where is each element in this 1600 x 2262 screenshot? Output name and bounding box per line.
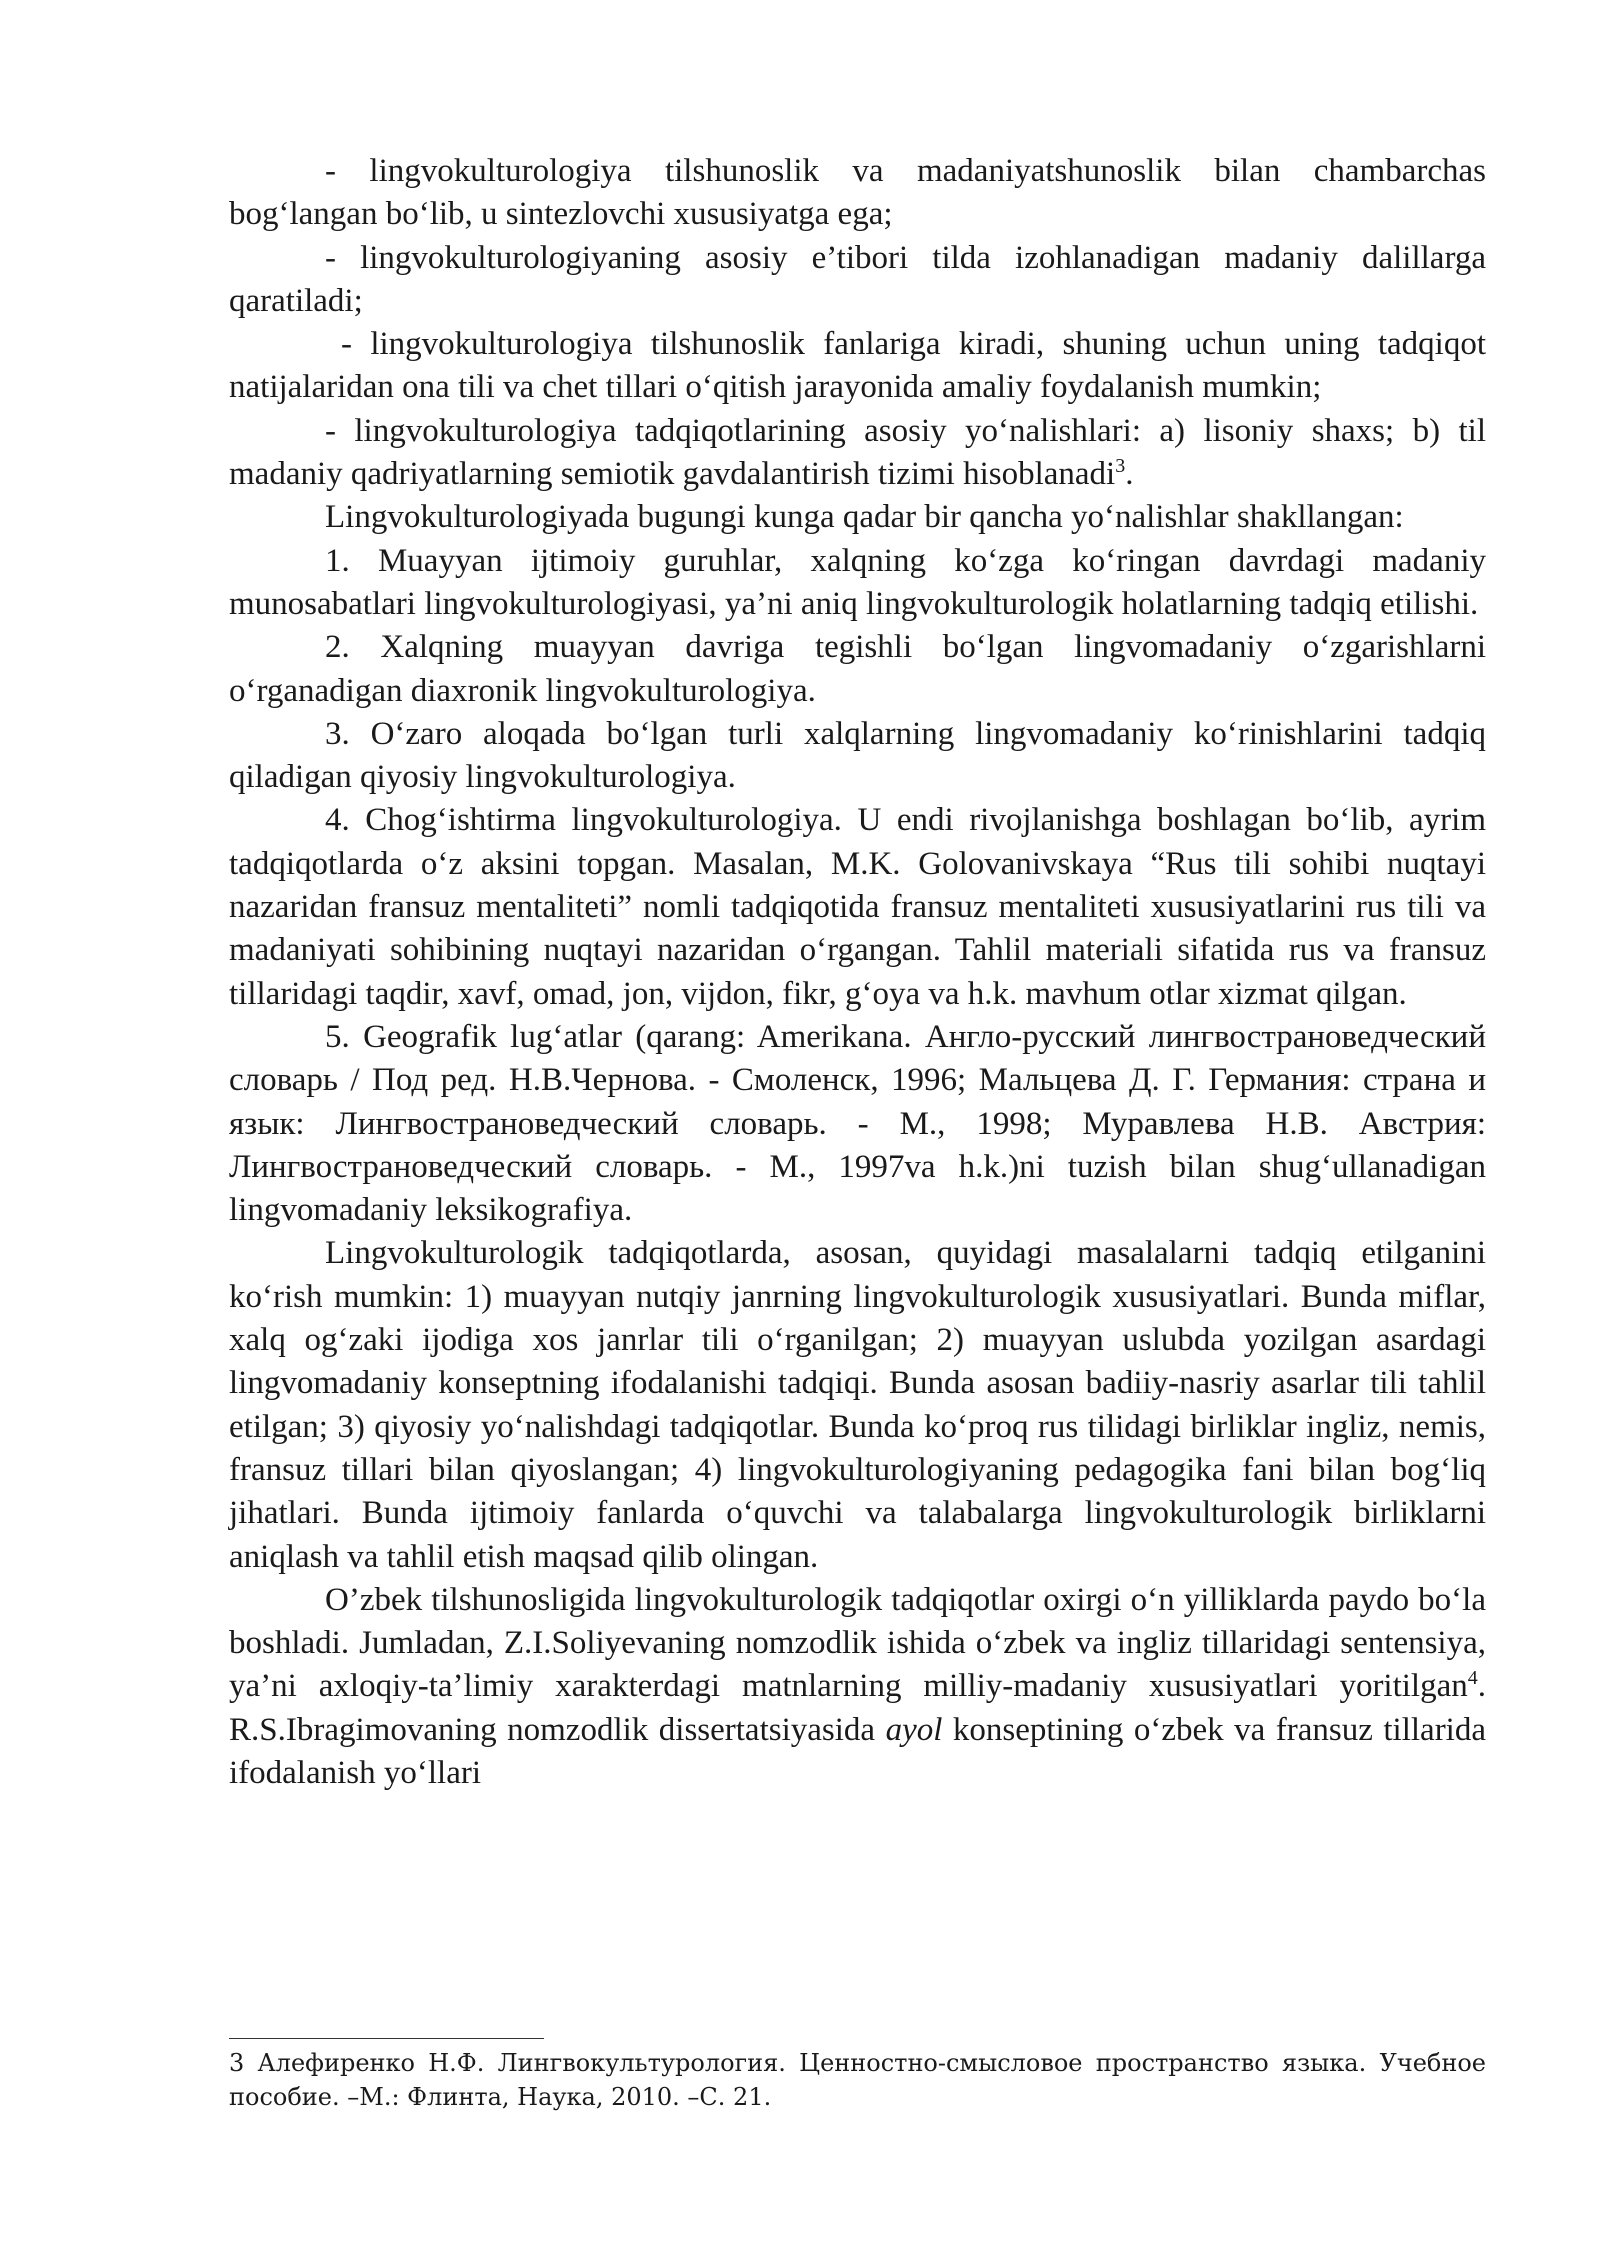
paragraph-text: O’zbek tilshunosligida lingvokulturologik tadqiqotlar oxirgi o‘n yilliklarda paydo bo‘la boshladi. Jumladan, Z.I.Soliyevaning nomzodlik ishida o‘zbek va ingliz tillaridagi sentensiya, ya’ni axloqiy-ta’limiy xarakterdagi matnlarning milliy-madaniy xususiyatlari yoritilgan xyxy=(229,1581,1486,1705)
paragraph-text: - lingvokulturologiyaning asosiy e’tibori tilda izohlanadigan madaniy dalillarga qaratiladi; xyxy=(229,239,1486,319)
paragraph-bullet-1 xyxy=(229,150,1486,237)
paragraph-bullet-2 xyxy=(229,237,1486,324)
paragraph-text: . R.S.Ibragimovaning nomzodlik dissertatsiyasida xyxy=(229,1668,1486,1748)
footnote-separator xyxy=(229,2038,544,2039)
italic-term: ayol xyxy=(885,1711,943,1748)
page-body xyxy=(229,150,1486,1795)
paragraph-text: - lingvokulturologiya tilshunoslik fanlariga kiradi, shuning uchun uning tadqiqot natijalaridan ona tili va chet tillari o‘qitish jarayonida amaliy foydalanish mumkin; xyxy=(229,326,1486,406)
paragraph-item-1 xyxy=(229,540,1486,627)
footnote-3 xyxy=(229,2046,1486,2114)
footnote-ref-4[interactable]: 4 xyxy=(1467,1667,1478,1690)
paragraph-text: konseptining o‘zbek va fransuz tillarida ifodalanish yo‘llari xyxy=(229,1711,1486,1791)
paragraph-text: 4. Chog‘ishtirma lingvokulturologiya. U endi rivojlanishga boshlagan bo‘lib, ayrim tadqiqotlarda o‘z aksini topgan. Masalan, M.K. Golovanivskaya “Rus tili sohibi nuqtayi nazaridan fransuz mentaliteti” nomli tadqiqotida fransuz mentaliteti xususiyatlarini rus tili va madaniyati sohibining nuqtayi nazaridan o‘rgangan. Tahlil materiali sifatida rus va fransuz tillaridagi taqdir, xavf, omad, jon, vijdon, fikr, g‘oya va h.k. mavhum otlar xizmat qilgan. xyxy=(229,802,1486,1012)
paragraph-item-4 xyxy=(229,799,1486,1015)
paragraph-item-5 xyxy=(229,1016,1486,1232)
paragraph-item-2 xyxy=(229,626,1486,713)
paragraph-text: Lingvokulturologik tadqiqotlarda, asosan, quyidagi masalalarni tadqiq etilganini ko‘rish mumkin: 1) muayyan nutqiy janrning lingvokulturologik xususiyatlari. Bunda miflar, xalq og‘zaki ijodiga xos janrlar tili o‘rganilgan; 2) muayyan uslubda yozilgan asardagi lingvomadaniy konseptning ifodalanishi tadqiqi. Bunda asosan badiiy-nasriy asarlar tili tahlil etilgan; 3) qiyosiy yo‘nalishdagi tadqiqotlar. Bunda ko‘proq rus tilidagi birliklar ingliz, nemis, fransuz tillari bilan qiyoslangan; 4) lingvokulturologiyaning pedagogika fani bilan bog‘liq jihatlari. Bunda ijtimoiy fanlarda o‘quvchi va talabalarga lingvokulturologik birliklarni aniqlash va tahlil etish maqsad qilib olingan. xyxy=(229,1235,1486,1575)
paragraph-text: 5. Geografik lug‘atlar (qarang: Amerikana. Англо-русский лингвострановедческий словарь / Под ред. Н.В.Чернова. - Смоленск, 1996; Мальцева Д. Г. Германия: страна и язык: Лингвострановедческий словарь. - М., 1998; Муравлева Н.В. Австрия: Лингвострановедческий словарь. - М., 1997va h.k.)ni tuzish bilan shug‘ullanadigan lingvomadaniy leksikografiya. xyxy=(229,1018,1486,1229)
paragraph-text: Lingvokulturologiyada bugungi kunga qadar bir qancha yo‘nalishlar shakllangan: xyxy=(325,499,1404,536)
footnote-text: 3 Алефиренко Н.Ф. Лингвокультурология. Ценностно-смысловое пространство языка. Учебное пособие. –М.: Флинта, Наука, 2010. –С. 21. xyxy=(229,2049,1486,2111)
paragraph-text: . xyxy=(1125,456,1134,493)
paragraph-research-issues xyxy=(229,1232,1486,1578)
paragraph-text: - lingvokulturologiya tadqiqotlarining asosiy yo‘nalishlari: a) lisoniy shaxs; b) til madaniy qadriyatlarning semiotik gavdalantirish tizimi hisoblanadi xyxy=(229,412,1486,493)
paragraph-uzbek-research xyxy=(229,1579,1486,1795)
paragraph-text: 2. Xalqning muayyan davriga tegishli bo‘lgan lingvomadaniy o‘zgarishlarni o‘rganadigan diaxronik lingvokulturologiya. xyxy=(229,629,1486,709)
paragraph-text: - lingvokulturologiya tilshunoslik va madaniyatshunoslik bilan chambarchas bog‘langan bo‘lib, u sintezlovchi xususiyatga ega; xyxy=(229,153,1486,233)
footnote-ref-3[interactable]: 3 xyxy=(1115,455,1126,478)
paragraph-bullet-4 xyxy=(229,410,1486,497)
paragraph-item-3 xyxy=(229,713,1486,800)
paragraph-text: 3. O‘zaro aloqada bo‘lgan turli xalqlarning lingvomadaniy ko‘rinishlarini tadqiq qiladigan qiyosiy lingvokulturologiya. xyxy=(229,715,1486,796)
paragraph-directions-intro xyxy=(229,496,1486,539)
paragraph-text: 1. Muayyan ijtimoiy guruhlar, xalqning ko‘zga ko‘ringan davrdagi madaniy munosabatlari lingvokulturologiyasi, ya’ni aniq lingvokulturologik holatlarning tadqiq etilishi. xyxy=(229,542,1486,622)
paragraph-bullet-3 xyxy=(229,323,1486,410)
